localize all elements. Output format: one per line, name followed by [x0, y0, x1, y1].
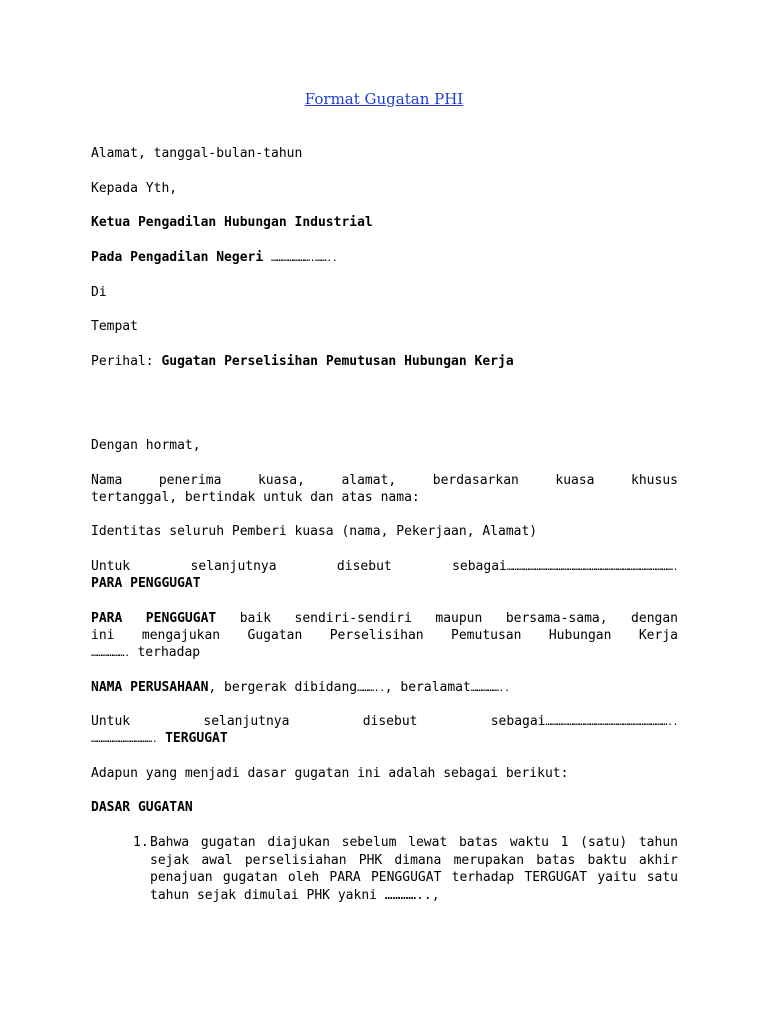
subject-label: Perihal:	[91, 354, 154, 369]
tergugat-dots1: …………………………………………………………..	[545, 717, 678, 728]
company-name: NAMA PERUSAHAAN	[91, 680, 209, 695]
gugatan-party: PARA PENGGUGAT	[91, 611, 217, 626]
gugatan-line1-text: baik sendiri-sendiri maupun bersama-sama, dengan	[239, 611, 679, 626]
recipient-name: Ketua Pengadilan Hubungan Industrial	[91, 215, 373, 230]
tergugat-line2	[91, 730, 678, 748]
recipient-salutation: Kepada Yth,	[91, 181, 178, 196]
penggugat-dots: ……………………………………………………………………………….	[506, 562, 678, 573]
paragraph-kuasa-line1: Nama penerima kuasa, alamat, berdasarkan kuasa khusus	[91, 473, 678, 488]
gugatan-line1	[91, 610, 678, 627]
gugatan-line2: ini mengajukan Gugatan Perselisihan Pemutusan Hubungan Kerja	[91, 628, 678, 643]
list-item	[133, 834, 678, 904]
section-heading-dasar-gugatan: DASAR GUGATAN	[91, 800, 193, 815]
company-text1: , bergerak dibidang	[208, 680, 358, 695]
penggugat-term: PARA PENGGUGAT	[91, 576, 201, 591]
tergugat-text: Untuk selanjutnya disebut sebagai	[91, 714, 546, 729]
tergugat-dots2: …………………………….	[91, 734, 158, 745]
tergugat-term: TERGUGAT	[165, 731, 228, 746]
paragraph-kuasa-line2: tertanggal, bertindak untuk dan atas nama:	[91, 490, 420, 505]
court-dots: ………………….……..	[271, 253, 338, 264]
subject-line	[91, 353, 678, 370]
court-label: Pada Pengadilan Negeri	[91, 250, 264, 265]
penggugat-line1	[91, 558, 678, 576]
opening-salutation: Dengan hormat,	[91, 438, 201, 453]
tergugat-line1	[91, 713, 678, 731]
subject-value: Gugatan Perselisihan Pemutusan Hubungan Kerja	[161, 354, 514, 369]
di-line: Di	[91, 285, 107, 300]
company-line	[91, 679, 678, 697]
gugatan-dots: ……………….	[91, 648, 130, 659]
gugatan-line3	[91, 644, 678, 662]
document-title-link[interactable]: Format Gugatan PHI	[304, 90, 464, 108]
adapun-line: Adapun yang menjadi dasar gugatan ini adalah sebagai berikut:	[91, 766, 569, 781]
place-line: Tempat	[91, 319, 138, 334]
company-text2: , beralamat	[384, 680, 471, 695]
date-line: Alamat, tanggal-bulan-tahun	[91, 146, 303, 161]
list-item-text: Bahwa gugatan diajukan sebelum lewat batas waktu 1 (satu) tahun sejak awal perselisiahan PHK dimana merupakan batas baktu akhir penajuan gugatan oleh PARA PENGGUGAT terhadap TERGUGAT yaitu satu tahun sejak dimulai PHK yakni …………..,	[150, 835, 678, 903]
identitas-line: Identitas seluruh Pemberi kuasa (nama, Pekerjaan, Alamat)	[91, 524, 538, 539]
gugatan-terhadap: terhadap	[129, 645, 201, 660]
penggugat-text: Untuk selanjutnya disebut sebagai	[91, 559, 507, 574]
company-dots2: ……………..	[470, 683, 510, 694]
list-item-number: 1.	[133, 835, 149, 850]
company-dots1: ………..	[357, 683, 385, 694]
court-line	[91, 249, 678, 267]
